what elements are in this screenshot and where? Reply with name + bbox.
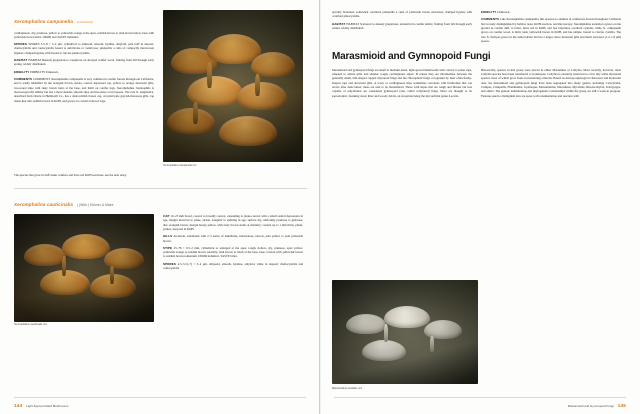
species-authority-text: (With.) Kühner & Maire xyxy=(79,202,114,207)
paragraph: Historically, species in this group were placed in either Marasmius or Collybia. More recently, however, most Collybia species have been transferred to Gymnopus. Collybia is currently restricted to a few tiny white mycenoid species, most of which grow from overwintering sclerotia. Based on microporphological characters and molecular data, the marasmioid and gymnopoid fungi have been segregated into many genera, including Calocybella, Crinipes, Crinipellis, Flammulina, Gymnopus, Marasmiellus, Marasmius, Mycetinis, Rhodocollybia, Tetrapyrgos, and others. The generic delimitations and phylogenetic relationships within the group are still a work in progress. Features used to distinguish taxa are spore wall ornamentation and reaction with xyxy=(481,67,621,98)
species-heading-continued xyxy=(14,10,154,28)
footer-title: Marasmioid and Gymnopoid Fungi xyxy=(567,403,614,408)
paragraph xyxy=(14,42,154,55)
photo-artwork xyxy=(14,214,154,322)
page-number: 145 xyxy=(617,403,626,408)
field-value: 10–25 mm broad, convex to broadly convex, expanding to plane-convex with a small central depression in age, margin incurved to plane, striate, irregular to splitting in age, surface dry, uniformly pruinose to glabrous; disc orangish brown, margin honey-yellow, with rusty brown stains at maturity; context up to 1 mm thick, pliant, yellow, deep red in KOH. xyxy=(163,213,303,231)
footer-divider xyxy=(14,397,306,398)
left-entry-text-col xyxy=(163,214,303,327)
field-label: SPORES xyxy=(163,261,178,266)
left-footer xyxy=(14,403,68,408)
paragraph xyxy=(163,246,303,259)
photo-caption: Xeromphalina cauticinalis ncs xyxy=(14,323,47,327)
left-column-1 xyxy=(14,10,154,167)
field-label: COMMENTS xyxy=(481,17,501,22)
paragraph xyxy=(14,70,154,74)
species-authority: | xyxy=(77,202,80,207)
species-heading-cauticinalis xyxy=(14,193,307,211)
footer-divider xyxy=(334,397,626,398)
right-section-col-1 xyxy=(332,68,472,101)
field-label: STIPE xyxy=(163,245,174,250)
field-value: HABITAT Densely gregarious to caespitose on decayed conifer wood, fruiting from fall through early spring, widely distributed. xyxy=(14,58,154,67)
species-name: Xeromphalina campanella xyxy=(14,19,73,24)
left-cont-col-1 xyxy=(14,173,154,180)
left-entry-photo-col xyxy=(14,214,154,327)
field-value: Unknown. xyxy=(497,10,511,14)
right-column-2 xyxy=(481,10,621,46)
paragraph: Marasmioid and gymnopoid fungi are small to medium-sized, light-spored mushrooms with convex to plane caps, adnexed to adnate gills, and slender, tough, cartilaginous stipes. In nature they are intermediate between the generally small, bell-shaped capped mycenoid fungi and the chlorophoid fungi, recognized by their often fleshy-shaped caps and decurrent gills. A waxy or cartilaginous stipe sometimes correlates with fruitbodies that can revive after desiccation; these are said to be marasmioid. Those with stipes that are tough and fibrous but less capable of rehydration are considered gymnopoid (also called collybioid) fungi. Most are thought to be saprotrophic, breaking down litter and woody debris, an exception being the mycorrhizal genus Lacaria. xyxy=(332,67,472,98)
field-value: 4.5–5.5(–7) × 3–4 µm, ellipsoid, smooth, hyaline, amyloid, white in deposit; cheilocystidia and caulocystidia xyxy=(163,261,303,271)
page-number: 144 xyxy=(14,403,23,408)
left-continuation-columns xyxy=(14,173,307,180)
left-columns xyxy=(14,10,307,167)
paragraph xyxy=(163,262,303,271)
field-value: decurrent, subdistant with 2–3 series of lamellulae, intervenose, narrow, pale yellow to pale yellowish brown. xyxy=(163,234,303,243)
field-label: HABITAT xyxy=(332,21,347,26)
left-cont-col-2 xyxy=(163,173,303,180)
section-divider xyxy=(14,188,307,189)
species-photo-cauticinalis xyxy=(14,214,154,322)
right-columns-top xyxy=(332,10,626,46)
paragraph xyxy=(14,77,154,103)
field-label: GILLS xyxy=(163,234,174,239)
page-title: Marasmioid and Gymnopoid Fungi xyxy=(332,51,491,63)
field-label: EDIBILITY xyxy=(481,10,498,14)
right-column-1 xyxy=(332,10,472,46)
right-section-col-2 xyxy=(481,68,621,101)
right-columns-section xyxy=(332,68,626,101)
species-photo-campanella xyxy=(163,10,303,162)
field-value: COMMENTS Xeromphalina campanella is very common in conifer forests through-out California, and is easily identified by the orangish brown, striate, convex depressed cap, yellow to orange decurrent gills, two-toned stipe with rusty brown hairs at the base, and habit on conifer logs. Xeromphalina fraxinophila is macroscopically similar but has a more slender, smooth stipe and has more ovoid spores. The rare X. enigmatica, described from Oriole in Humboldt Co., has a dark reddish brown cap, crowded pale grayish-tinaceous gills, cap tissue that turn reddish brown in KOH, and grows on coastal redwood logs. xyxy=(14,77,155,103)
species-name: Xeromphalina cauticinalis xyxy=(14,201,74,207)
field-value: SPORES 5.5–8 × 3–4 µm, cylindrical to ellipsoid, smooth, hyaline, amyloid, pale buff in deposit; cheilocystidia and caulocystidia fusoid to subclavate or ventricose; pileipellis a cutis of compactly interwoven hyphae; clamped hyphae with fusoid to clavate pleurocystidia. xyxy=(14,42,154,55)
field-value: 25–78 × 0.5–2 mm, cylindrical or enlarged at the apex, tough, hollow, dry, pruinose, apex yellow, yellowish orange to reddish brown centrally, dark brown to black at the base, base covered with yellowish brown to reddish brown tomentum. ODOR indistinct. TASTE bitter. xyxy=(163,245,303,259)
species-continued-note: (continued) xyxy=(76,20,93,24)
field-label: COMMENTS xyxy=(14,77,34,81)
photo-caption: Marasmiellus candidus ncs xyxy=(332,386,363,390)
field-label: EDIBILITY xyxy=(14,69,31,74)
photo-artwork xyxy=(163,10,303,162)
species-photo-candidus xyxy=(332,280,478,384)
paragraph xyxy=(481,17,621,43)
paragraph: apically branched, somewhat coralloid; pileipellis a cutis of yellowish brown encrusted, clamped hyphae with coralloid pileocystidia. xyxy=(332,10,472,19)
paragraph xyxy=(14,58,154,67)
field-label: SPORES xyxy=(14,42,29,47)
left-column-2 xyxy=(163,10,303,167)
field-value: EDIBILITY Unknown. xyxy=(30,69,59,74)
right-page xyxy=(320,0,640,414)
photo-artwork xyxy=(332,280,478,384)
paragraph: cartilaginous, dry, pruinose, yellow to yellowish orange at the apex, reddish brown to dark brown below, base with yellowish brown hairs. ODOR and TASTE indistinct. xyxy=(14,30,154,39)
paragraph xyxy=(163,214,303,231)
field-value: Like Xeromphalina campanella, this species is common in coniferous forests throughout California but is rarely distinguished by habitat, taste, KOH reaction, and microscopy. Xeromphalina aurantiaca grows on the ground in conifer duff, is bitter, turns red in KOH, and has branched, coralloid cystidia, while X. campanella grows on conifer wood, is mild, turns yellowish brown in KOH, and has simple, fusoid to clavate cystidia. The rare X. fulvipes grows in the same habitat but has a larger, more decurrent gills and much narrower (1.2–1.8 µm) spores. xyxy=(481,17,622,43)
photo-caption: Xeromphalina campanella ncs xyxy=(163,163,197,167)
paragraph xyxy=(163,234,303,243)
left-entry-columns xyxy=(14,214,307,327)
right-footer xyxy=(568,403,626,408)
paragraph xyxy=(481,10,621,14)
field-label: HABITAT xyxy=(14,58,29,63)
footer-title: Light-Spored Gilled Mushrooms xyxy=(26,403,69,408)
paragraph xyxy=(332,22,472,31)
paragraph: The species that grow in duff under conifers and have red KOH reactions, see the next entry. xyxy=(14,172,127,177)
field-value: HABITAT Scattered to densely gregarious, terrestrial in conifer debris; fruiting from fall through early winter, widely distributed. xyxy=(332,21,473,30)
field-label: CAP xyxy=(163,213,171,218)
